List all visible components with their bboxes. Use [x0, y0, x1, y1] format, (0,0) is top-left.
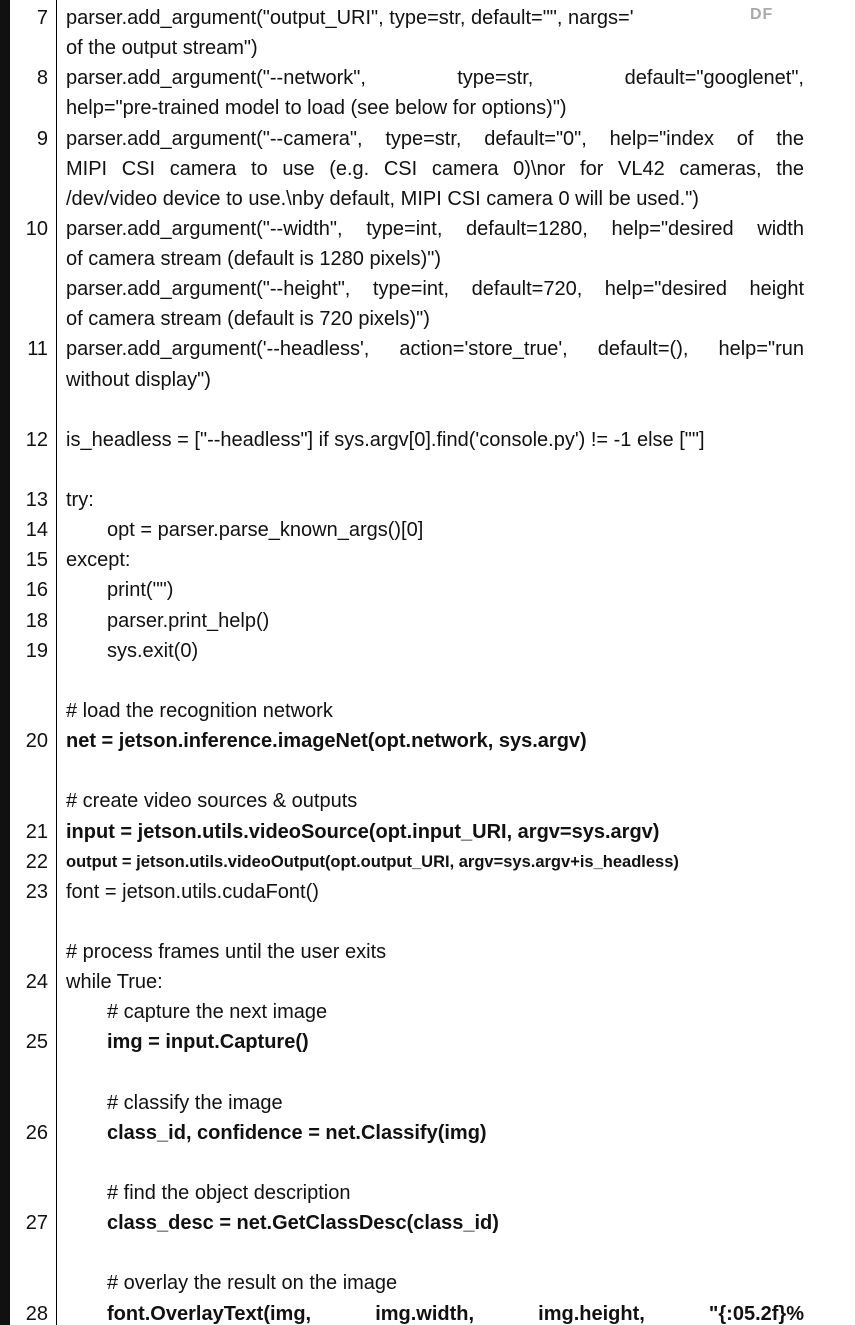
code-line	[10, 1178, 855, 1208]
code-line	[10, 756, 855, 786]
line-number	[10, 304, 48, 334]
code-text: img = input.Capture()	[107, 1031, 309, 1054]
code-text	[66, 666, 804, 696]
code-text: sys.exit(0)	[107, 639, 199, 662]
code-line	[10, 636, 855, 666]
code-line	[10, 425, 855, 455]
code-line	[10, 124, 855, 154]
code-text	[66, 1058, 804, 1088]
line-number	[10, 1148, 48, 1178]
line-number	[10, 696, 48, 726]
code-text: without display")	[66, 368, 211, 391]
line-number	[10, 455, 48, 485]
code-text: parser.add_argument("--camera", type=str, default="0", help="index of the	[66, 127, 804, 150]
code-text	[66, 756, 804, 786]
code-line	[10, 515, 855, 545]
code-line	[10, 93, 855, 123]
code-line	[10, 455, 855, 485]
code-line	[10, 154, 855, 184]
code-line	[10, 1088, 855, 1118]
line-number: 26	[25, 1121, 48, 1144]
code-line	[10, 907, 855, 937]
code-text: # find the object description	[107, 1182, 351, 1205]
code-line	[10, 184, 855, 214]
code-line	[10, 997, 855, 1027]
code-text: parser.add_argument("--height", type=int, default=720, help="desired height	[66, 278, 804, 301]
line-number: 27	[25, 1212, 48, 1235]
line-number	[10, 1058, 48, 1088]
code-text: of camera stream (default is 1280 pixels)")	[66, 248, 442, 271]
line-number: 16	[25, 579, 48, 602]
line-number: 22	[25, 850, 48, 873]
code-line	[10, 726, 855, 756]
code-text: # capture the next image	[107, 1001, 328, 1024]
code-line	[10, 63, 855, 93]
code-line	[10, 545, 855, 575]
code-line	[10, 1118, 855, 1148]
line-number: 23	[25, 880, 48, 903]
line-number: 8	[36, 67, 48, 90]
line-number	[10, 786, 48, 816]
line-number: 13	[25, 489, 48, 512]
code-line	[10, 334, 855, 364]
code-text	[66, 1238, 804, 1268]
line-number	[10, 997, 48, 1027]
line-number: 21	[25, 820, 48, 843]
line-number	[10, 756, 48, 786]
code-line	[10, 1299, 855, 1325]
line-number	[10, 93, 48, 123]
code-line	[10, 485, 855, 515]
line-number-separator	[56, 0, 57, 1325]
code-text	[66, 1148, 804, 1178]
code-text: output = jetson.utils.videoOutput(opt.output_URI, argv=sys.argv+is_headless)	[66, 852, 679, 871]
code-text: # load the recognition network	[66, 699, 333, 722]
code-line	[10, 696, 855, 726]
code-line	[10, 786, 855, 816]
code-line	[10, 1208, 855, 1238]
code-text: except:	[66, 549, 131, 572]
line-number: 10	[25, 217, 48, 240]
line-number	[10, 395, 48, 425]
code-text: parser.add_argument("--width", type=int, default=1280, help="desired width	[66, 217, 804, 240]
line-number: 19	[25, 639, 48, 662]
left-margin-bar	[0, 0, 10, 1325]
code-text: help="pre-trained model to load (see below for options)")	[66, 97, 567, 120]
line-number	[10, 1268, 48, 1298]
code-text: of camera stream (default is 720 pixels)")	[66, 308, 430, 331]
line-number	[10, 1238, 48, 1268]
code-line	[10, 817, 855, 847]
line-number	[10, 666, 48, 696]
line-number	[10, 907, 48, 937]
code-line	[10, 967, 855, 997]
code-text: MIPI CSI camera to use (e.g. CSI camera 0)\nor for VL42 cameras, the	[66, 157, 804, 180]
line-number	[10, 937, 48, 967]
code-line	[10, 304, 855, 334]
code-text	[66, 395, 804, 425]
code-text: class_id, confidence = net.Classify(img)	[107, 1121, 487, 1144]
code-text: print("")	[107, 579, 174, 602]
code-text: parser.add_argument("output_URI", type=str, default="", nargs='	[66, 7, 634, 29]
code-line	[10, 244, 855, 274]
code-listing	[10, 0, 855, 1325]
code-text: parser.add_argument("--network", type=str, default="googlenet",	[66, 67, 804, 90]
line-number: 20	[25, 730, 48, 753]
code-line	[10, 666, 855, 696]
code-line	[10, 1268, 855, 1298]
code-text	[66, 455, 804, 485]
line-number: 28	[25, 1302, 48, 1325]
code-line	[10, 575, 855, 605]
code-line	[10, 606, 855, 636]
code-line	[10, 274, 855, 304]
code-text: of the output stream")	[66, 37, 258, 60]
line-number	[10, 184, 48, 214]
code-text: # overlay the result on the image	[107, 1272, 398, 1295]
code-text: font = jetson.utils.cudaFont()	[66, 880, 319, 903]
line-number	[10, 244, 48, 274]
line-number: 12	[25, 428, 48, 451]
code-text: input = jetson.utils.videoSource(opt.input_URI, argv=sys.argv)	[66, 820, 660, 843]
line-number: 11	[27, 338, 48, 361]
code-line	[10, 937, 855, 967]
code-line	[10, 1058, 855, 1088]
code-text: # process frames until the user exits	[66, 941, 387, 964]
line-number	[10, 33, 48, 63]
code-text: is_headless = ["--headless"] if sys.argv[0].find('console.py') != -1 else [""]	[66, 428, 705, 451]
code-line	[10, 847, 855, 877]
code-text: # classify the image	[107, 1091, 283, 1114]
code-line	[10, 1238, 855, 1268]
code-text: parser.print_help()	[107, 609, 270, 632]
code-line	[10, 365, 855, 395]
code-text: class_desc = net.GetClassDesc(class_id)	[107, 1212, 499, 1235]
code-text: # create video sources & outputs	[66, 790, 358, 813]
code-text: /dev/video device to use.\nby default, MIPI CSI camera 0 will be used.")	[66, 187, 699, 210]
line-number	[10, 1088, 48, 1118]
line-number: 7	[36, 7, 48, 29]
line-number	[10, 154, 48, 184]
code-text: net = jetson.inference.imageNet(opt.network, sys.argv)	[66, 730, 587, 753]
line-number: 25	[25, 1031, 48, 1054]
code-text	[66, 907, 804, 937]
code-line	[10, 3, 855, 33]
line-number	[10, 274, 48, 304]
code-text: opt = parser.parse_known_args()[0]	[107, 519, 424, 542]
line-number: 14	[25, 519, 48, 542]
watermark-logo: DF	[746, 6, 777, 24]
code-line	[10, 877, 855, 907]
line-number: 18	[25, 609, 48, 632]
line-number: 9	[36, 127, 48, 150]
line-number	[10, 1178, 48, 1208]
code-line	[10, 1148, 855, 1178]
line-number	[10, 365, 48, 395]
line-number: 24	[25, 971, 48, 994]
code-text: while True:	[66, 971, 163, 994]
code-text: try:	[66, 489, 94, 512]
code-line	[10, 1027, 855, 1057]
line-number: 15	[25, 549, 48, 572]
code-line	[10, 395, 855, 425]
code-text: font.OverlayText(img, img.width, img.height, "{:05.2f}%	[107, 1302, 804, 1325]
code-line	[10, 33, 855, 63]
code-text: parser.add_argument('--headless', action='store_true', default=(), help="run	[66, 338, 804, 361]
code-line	[10, 214, 855, 244]
